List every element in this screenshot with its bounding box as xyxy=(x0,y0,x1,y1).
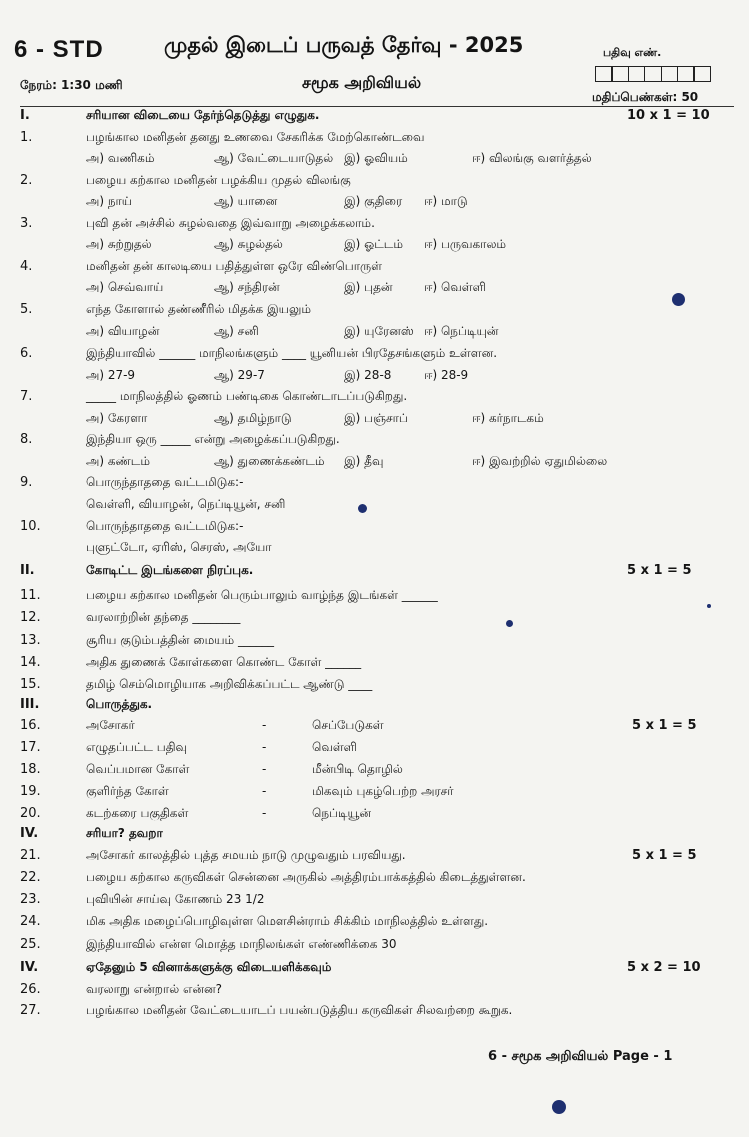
register-box xyxy=(628,66,646,82)
question-text: புவியின் சாய்வு கோணம் 23 1/2 xyxy=(86,892,265,906)
page-footer: 6 - சமூக அறிவியல் Page - 1 xyxy=(488,1049,673,1064)
section-number: II. xyxy=(20,563,35,578)
question-row xyxy=(0,633,749,654)
question-row xyxy=(0,454,749,475)
marks-allocation: 5 x 1 = 5 xyxy=(632,848,697,863)
answer-option: ஈ) பருவகாலம் xyxy=(424,237,507,251)
std-label: 6 - STD xyxy=(14,36,104,63)
question-text: புவி தன் அச்சில் சுழல்வதை இவ்வாறு அழைக்கலாம். xyxy=(86,216,375,230)
answer-option: ஆ) 29-7 xyxy=(214,368,265,382)
answer-option: ஆ) சந்திரன் xyxy=(214,280,280,294)
answer-option: ஈ) மாடு xyxy=(424,194,468,208)
answer-option: ஈ) வெள்ளி xyxy=(424,280,486,294)
register-box xyxy=(677,66,695,82)
register-number-label: பதிவு எண். xyxy=(603,46,662,59)
question-row xyxy=(0,740,749,761)
answer-option: அ) கேரளா xyxy=(86,411,148,425)
answer-option: அ) வியாழன் xyxy=(86,324,160,338)
question-row xyxy=(0,432,749,453)
match-dash: - xyxy=(262,762,267,776)
answer-option: ஆ) சுழல்தல் xyxy=(214,237,283,251)
question-row xyxy=(0,806,749,827)
question-row xyxy=(0,130,749,151)
question-number: 26. xyxy=(20,982,41,997)
match-right-item: மீன்பிடி தொழில் xyxy=(312,762,403,776)
question-text: இந்தியாவில் ______ மாநிலங்களும் ____ யூனியன் பிரதேசங்களும் உள்ளன. xyxy=(86,346,498,360)
question-number: 18. xyxy=(20,762,41,777)
question-row xyxy=(0,914,749,935)
question-text: பொருந்தாததை வட்டமிடுக:- xyxy=(86,519,244,533)
match-right-item: மிகவும் புகழ்பெற்ற அரசர் xyxy=(312,784,454,798)
answer-option: ஈ) விலங்கு வளர்த்தல் xyxy=(472,151,592,165)
question-text: வெள்ளி, வியாழன், நெப்டியூன், சனி xyxy=(86,497,286,511)
question-row xyxy=(0,346,749,367)
exam-title: முதல் இடைப் பருவத் தேர்வு - 2025 xyxy=(164,33,524,57)
answer-option: இ) 28-8 xyxy=(344,368,392,382)
section-instruction: சரியான விடையை தேர்ந்தெடுத்து எழுதுக. xyxy=(86,108,320,122)
match-dash: - xyxy=(262,806,267,820)
question-row xyxy=(0,677,749,698)
section-instruction: கோடிட்ட இடங்களை நிரப்புக. xyxy=(86,563,254,577)
question-text: _____ மாநிலத்தில் ஓணம் பண்டிகை கொண்டாடப்படுகிறது. xyxy=(86,389,408,403)
question-row xyxy=(0,870,749,891)
question-row xyxy=(0,655,749,676)
marks-allocation: 10 x 1 = 10 xyxy=(627,108,710,123)
question-number: 9. xyxy=(20,475,33,490)
section-header xyxy=(0,108,749,129)
answer-option: இ) குதிரை xyxy=(344,194,403,208)
question-row xyxy=(0,892,749,913)
section-number: I. xyxy=(20,108,30,123)
question-number: 27. xyxy=(20,1003,41,1018)
question-number: 16. xyxy=(20,718,41,733)
answer-option: இ) புதன் xyxy=(344,280,393,294)
register-box xyxy=(693,66,711,82)
marks-allocation: 5 x 1 = 5 xyxy=(632,718,697,733)
answer-option: அ) சுற்றுதல் xyxy=(86,237,152,251)
register-box xyxy=(595,66,613,82)
answer-option: அ) 27-9 xyxy=(86,368,136,382)
question-text: பழங்கால மனிதன் தனது உணவை சேகரிக்க மேற்கொண்டவை xyxy=(86,130,425,144)
question-row xyxy=(0,937,749,958)
answer-option: இ) பஞ்சாப் xyxy=(344,411,408,425)
question-row xyxy=(0,194,749,215)
match-dash: - xyxy=(262,740,267,754)
question-number: 3. xyxy=(20,216,33,231)
question-row xyxy=(0,610,749,631)
section-number: IV. xyxy=(20,960,39,975)
match-right-item: வெள்ளி xyxy=(312,740,357,754)
ink-spot xyxy=(707,604,711,608)
section-number: III. xyxy=(20,697,40,712)
register-box xyxy=(611,66,629,82)
answer-option: அ) கண்டம் xyxy=(86,454,150,468)
question-row xyxy=(0,784,749,805)
question-number: 17. xyxy=(20,740,41,755)
answer-option: ஈ) இவற்றில் ஏதுமில்லை xyxy=(472,454,608,468)
question-text: பழைய கற்கால மனிதன் பெரும்பாலும் வாழ்ந்த இடங்கள் ______ xyxy=(86,588,438,602)
section-header xyxy=(0,826,749,847)
question-row xyxy=(0,259,749,280)
question-text: பழைய கற்கால மனிதன் பழக்கிய முதல் விலங்கு xyxy=(86,173,351,187)
question-number: 21. xyxy=(20,848,41,863)
question-row xyxy=(0,982,749,1003)
question-number: 4. xyxy=(20,259,33,274)
marks-allocation: 5 x 1 = 5 xyxy=(627,563,692,578)
match-left-item: வெப்பமான கோள் xyxy=(86,762,190,776)
section-header xyxy=(0,697,749,718)
question-row xyxy=(0,368,749,389)
header-divider xyxy=(20,106,734,107)
question-row xyxy=(0,324,749,345)
question-number: 14. xyxy=(20,655,41,670)
subject-title: சமூக அறிவியல் xyxy=(302,73,422,92)
question-text: அதிக துணைக் கோள்களை கொண்ட கோள் ______ xyxy=(86,655,362,669)
question-number: 6. xyxy=(20,346,33,361)
question-text: அசோகர் காலத்தில் புத்த சமயம் நாடு முழுவதும் பரவியது. xyxy=(86,848,406,862)
question-row xyxy=(0,588,749,609)
question-number: 5. xyxy=(20,302,33,317)
question-row xyxy=(0,411,749,432)
match-left-item: கடற்கரை பகுதிகள் xyxy=(86,806,189,820)
question-text: இந்தியாவில் என்ள மொத்த மாநிலங்கள் எண்ணிக்கை 30 xyxy=(86,937,397,951)
answer-option: அ) வணிகம் xyxy=(86,151,155,165)
question-row xyxy=(0,216,749,237)
question-text: தமிழ் செம்மொழியாக அறிவிக்கப்பட்ட ஆண்டு ____ xyxy=(86,677,373,691)
question-row xyxy=(0,302,749,323)
match-dash: - xyxy=(262,784,267,798)
exam-time: நேரம்: 1:30 மணி xyxy=(20,78,123,92)
question-row xyxy=(0,280,749,301)
answer-option: ஈ) 28-9 xyxy=(424,368,469,382)
question-row xyxy=(0,389,749,410)
match-left-item: அசோகர் xyxy=(86,718,135,732)
section-instruction: சரியா? தவறா xyxy=(86,826,163,840)
answer-option: அ) செவ்வாய் xyxy=(86,280,164,294)
answer-option: ஆ) வேட்டையாடுதல் xyxy=(214,151,334,165)
question-row xyxy=(0,497,749,518)
question-text: மனிதன் தன் காலடியை பதித்துள்ள ஒரே விண்பொருள் xyxy=(86,259,382,273)
match-dash: - xyxy=(262,718,267,732)
question-row xyxy=(0,475,749,496)
question-number: 24. xyxy=(20,914,41,929)
answer-option: ஈ) கர்நாடகம் xyxy=(472,411,544,425)
ink-spot xyxy=(506,620,513,627)
match-left-item: எழுதப்பட்ட பதிவு xyxy=(86,740,188,754)
question-number: 12. xyxy=(20,610,41,625)
total-marks: மதிப்பெண்கள்: 50 xyxy=(592,90,699,104)
match-right-item: செப்பேடுகள் xyxy=(312,718,384,732)
question-number: 15. xyxy=(20,677,41,692)
match-left-item: குளிர்ந்த கோள் xyxy=(86,784,169,798)
section-instruction: ஏதேனும் 5 வினாக்களுக்கு விடையளிக்கவும் xyxy=(86,960,332,974)
ink-spot xyxy=(552,1100,566,1114)
answer-option: ஈ) நெப்டியுன் xyxy=(424,324,499,338)
question-text: பழங்கால மனிதன் வேட்டையாடப் பயன்படுத்திய கருவிகள் சிலவற்றை கூறுக. xyxy=(86,1003,513,1017)
question-number: 22. xyxy=(20,870,41,885)
answer-option: அ) நாய் xyxy=(86,194,133,208)
question-number: 19. xyxy=(20,784,41,799)
question-row xyxy=(0,237,749,258)
answer-option: ஆ) தமிழ்நாடு xyxy=(214,411,292,425)
question-row xyxy=(0,173,749,194)
question-number: 7. xyxy=(20,389,33,404)
question-number: 25. xyxy=(20,937,41,952)
question-row xyxy=(0,848,749,869)
question-number: 20. xyxy=(20,806,41,821)
question-text: எந்த கோளால் தண்ணீரில் மிதக்க இயலும் xyxy=(86,302,311,316)
question-text: மிக அதிக மழைப்பொழிவுள்ள மௌசின்ராம் சிக்கிம் மாநிலத்தில் உள்ளது. xyxy=(86,914,489,928)
register-number-boxes xyxy=(595,66,710,82)
answer-option: ஆ) யானை xyxy=(214,194,278,208)
answer-option: இ) யுரேனஸ் xyxy=(344,324,414,338)
register-box xyxy=(644,66,662,82)
question-text: பொருந்தாததை வட்டமிடுக:- xyxy=(86,475,244,489)
marks-allocation: 5 x 2 = 10 xyxy=(627,960,701,975)
ink-spot xyxy=(672,293,685,306)
match-right-item: நெப்டியூன் xyxy=(312,806,372,820)
answer-option: ஆ) சனி xyxy=(214,324,259,338)
question-text: பழைய கற்கால கருவிகள் சென்னை அருகில் அத்திரம்பாக்கத்தில் கிடைத்துள்ளன. xyxy=(86,870,526,884)
answer-option: இ) தீவு xyxy=(344,454,384,468)
question-row xyxy=(0,762,749,783)
answer-option: இ) ஓட்டம் xyxy=(344,237,403,251)
question-row xyxy=(0,718,749,739)
section-instruction: பொருத்துக. xyxy=(86,697,153,711)
question-number: 1. xyxy=(20,130,33,145)
section-header xyxy=(0,960,749,981)
answer-option: இ) ஓவியம் xyxy=(344,151,408,165)
question-text: வரலாறு என்றால் என்ன? xyxy=(86,982,222,996)
question-text: வரலாற்றின் தந்தை ________ xyxy=(86,610,241,624)
question-text: இந்தியா ஒரு _____ என்று அழைக்கப்படுகிறது. xyxy=(86,432,340,446)
question-text: புளுட்டோ, ஏரிஸ், செரஸ், அயோ xyxy=(86,540,272,554)
register-box xyxy=(661,66,679,82)
ink-spot xyxy=(358,504,367,513)
question-number: 11. xyxy=(20,588,41,603)
question-number: 10. xyxy=(20,519,41,534)
question-text: சூரிய குடும்பத்தின் மையம் ______ xyxy=(86,633,274,647)
section-number: IV. xyxy=(20,826,39,841)
question-number: 13. xyxy=(20,633,41,648)
answer-option: ஆ) துணைக்கண்டம் xyxy=(214,454,325,468)
question-number: 2. xyxy=(20,173,33,188)
question-row xyxy=(0,151,749,172)
question-row xyxy=(0,540,749,561)
question-number: 8. xyxy=(20,432,33,447)
section-header xyxy=(0,563,749,584)
question-number: 23. xyxy=(20,892,41,907)
question-row xyxy=(0,1003,749,1024)
question-row xyxy=(0,519,749,540)
